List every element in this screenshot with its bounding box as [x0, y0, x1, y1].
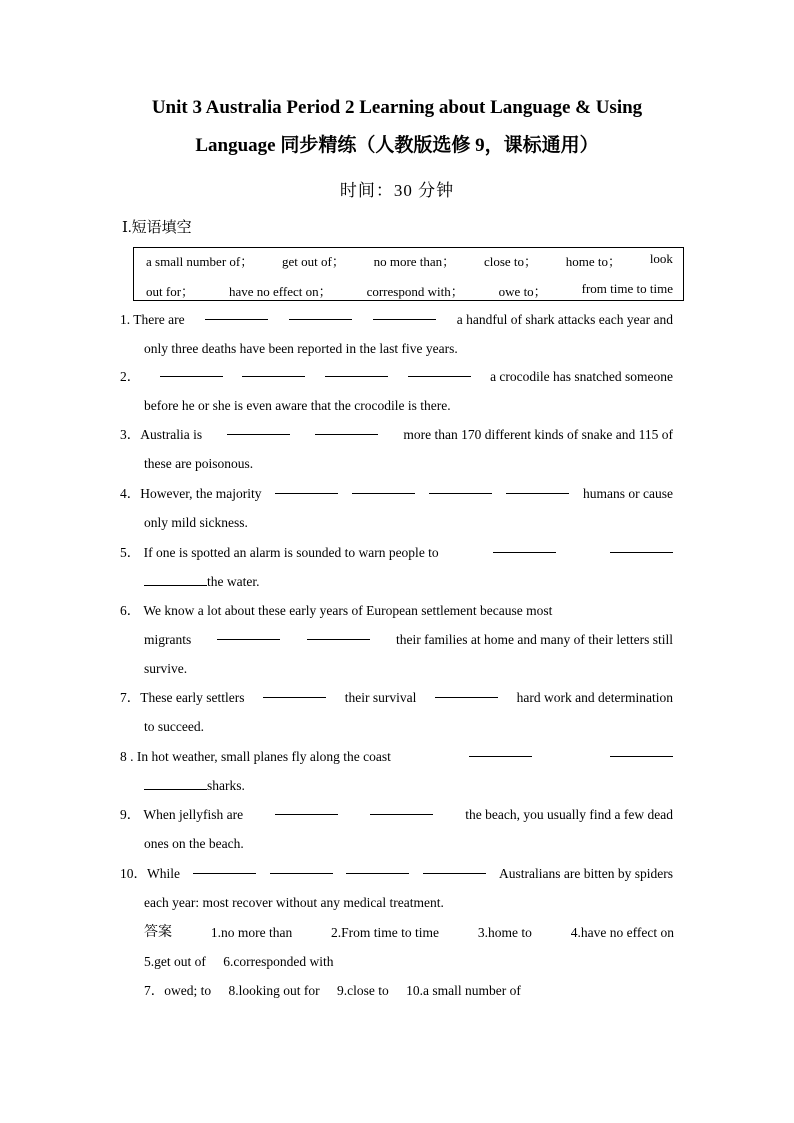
question-8 — [120, 742, 673, 800]
answer-blank[interactable] — [242, 362, 305, 377]
phrase: from time to time — [581, 281, 673, 296]
question-text: to succeed. — [144, 719, 204, 734]
phrase: home to； — [565, 254, 622, 269]
answer-blank[interactable] — [506, 479, 569, 494]
question-text: the beach, you usually find a few dead — [465, 807, 673, 822]
answer-item: 6.corresponded with — [223, 954, 334, 969]
question-text: more than 170 different kinds of snake and 115 of — [403, 427, 673, 442]
question-text: survive. — [144, 661, 188, 676]
question-text: before he or she is even aware that the crocodile is there. — [144, 398, 451, 413]
answer-label: 答案 — [144, 924, 172, 940]
question-3 — [120, 420, 673, 478]
phrase: no more than； — [373, 254, 456, 269]
phrase: a small number of； — [146, 254, 254, 269]
question-text: ones on the beach. — [144, 836, 244, 851]
time-limit: 时间：30 分钟 — [339, 181, 455, 200]
question-4 — [120, 479, 673, 537]
title-line-1: Unit 3 Australia Period 2 Learning about Language & Using — [151, 97, 643, 118]
question-text: sharks. — [207, 778, 245, 793]
answer-blank[interactable] — [325, 362, 388, 377]
phrase-row-2 — [146, 281, 673, 300]
question-text: their survival — [344, 690, 417, 705]
answer-item: 3.home to — [477, 925, 532, 940]
answer-blank[interactable] — [373, 305, 436, 320]
question-7 — [120, 683, 673, 741]
answer-item: 2.From time to time — [331, 925, 440, 940]
answer-key — [144, 918, 674, 1005]
question-text: 4．However, the majority — [120, 486, 262, 501]
answer-blank[interactable] — [315, 420, 378, 435]
question-text: only mild sickness. — [144, 515, 248, 530]
answer-item: 1.no more than — [210, 925, 293, 940]
answer-blank[interactable] — [217, 625, 280, 640]
answer-blank[interactable] — [408, 362, 471, 377]
phrase: close to； — [483, 254, 538, 269]
phrase: out for； — [146, 284, 195, 299]
question-text: 7．These early settlers — [120, 690, 245, 705]
answer-blank[interactable] — [469, 742, 532, 757]
answer-item: 10.a small number of — [406, 983, 521, 998]
answer-blank[interactable] — [435, 683, 498, 698]
phrase-row-1 — [146, 251, 673, 270]
question-text: each year: most recover without any medical treatment. — [144, 895, 444, 910]
section-heading: Ⅰ.短语填空 — [122, 220, 192, 236]
question-text: 10．While — [120, 866, 180, 881]
answer-blank[interactable] — [423, 859, 486, 874]
question-6 — [120, 596, 673, 683]
answer-blank[interactable] — [275, 800, 338, 815]
answer-item: 9.close to — [337, 983, 389, 998]
phrase: correspond with； — [366, 284, 464, 299]
question-text: a handful of shark attacks each year and — [456, 312, 673, 327]
question-5 — [120, 538, 673, 596]
answer-item: 5.get out of — [144, 954, 206, 969]
answer-blank[interactable] — [610, 742, 673, 757]
answer-blank[interactable] — [193, 859, 256, 874]
question-10 — [120, 859, 673, 917]
phrase: owe to； — [498, 284, 547, 299]
question-9 — [120, 800, 673, 858]
phrase: get out of； — [282, 254, 345, 269]
answer-blank[interactable] — [275, 479, 338, 494]
answer-blank[interactable] — [493, 538, 556, 553]
answer-blank[interactable] — [270, 859, 333, 874]
question-text: hard work and determination — [516, 690, 673, 705]
answer-item: 7．owed; to — [144, 983, 212, 998]
answer-blank[interactable] — [144, 775, 207, 790]
answer-blank[interactable] — [610, 538, 673, 553]
question-text: 3．Australia is — [120, 427, 203, 442]
question-text: 9． When jellyfish are — [120, 807, 244, 822]
question-text: 2． — [120, 369, 141, 384]
answer-blank[interactable] — [429, 479, 492, 494]
phrase: have no effect on； — [228, 284, 332, 299]
question-text: 5． If one is spotted an alarm is sounded to warn people to — [120, 545, 439, 560]
phrase: look — [649, 251, 673, 266]
question-text: the water. — [207, 574, 260, 589]
answer-blank[interactable] — [346, 859, 409, 874]
question-text: 1. There are — [120, 312, 185, 327]
question-text: humans or cause — [583, 486, 673, 501]
question-text: 8 . In hot weather, small planes fly along the coast — [120, 749, 391, 764]
answer-blank[interactable] — [352, 479, 415, 494]
title-line-2: Language 同步精练（人教版选修 9，课标通用） — [195, 135, 599, 156]
phrase-box — [133, 247, 684, 301]
document-title — [100, 89, 694, 165]
question-text: these are poisonous. — [144, 456, 254, 471]
question-text: 6． We know a lot about these early years of European settlement because most — [120, 603, 553, 618]
answer-blank[interactable] — [205, 305, 268, 320]
question-1 — [120, 305, 673, 363]
question-text: Australians are bitten by spiders — [499, 866, 673, 881]
answer-blank[interactable] — [227, 420, 290, 435]
answer-blank[interactable] — [289, 305, 352, 320]
question-text: only three deaths have been reported in the last five years. — [144, 341, 458, 356]
answer-item: 4.have no effect on — [570, 925, 674, 940]
answer-blank[interactable] — [307, 625, 370, 640]
answer-blank[interactable] — [160, 362, 223, 377]
answer-blank[interactable] — [263, 683, 326, 698]
question-text: their families at home and many of their letters still — [395, 632, 673, 647]
answer-blank[interactable] — [370, 800, 433, 815]
question-text: a crocodile has snatched someone — [490, 369, 673, 384]
answer-item: 8.looking out for — [228, 983, 320, 998]
question-text: migrants — [144, 632, 192, 647]
question-2 — [120, 362, 673, 420]
answer-blank[interactable] — [144, 571, 207, 586]
